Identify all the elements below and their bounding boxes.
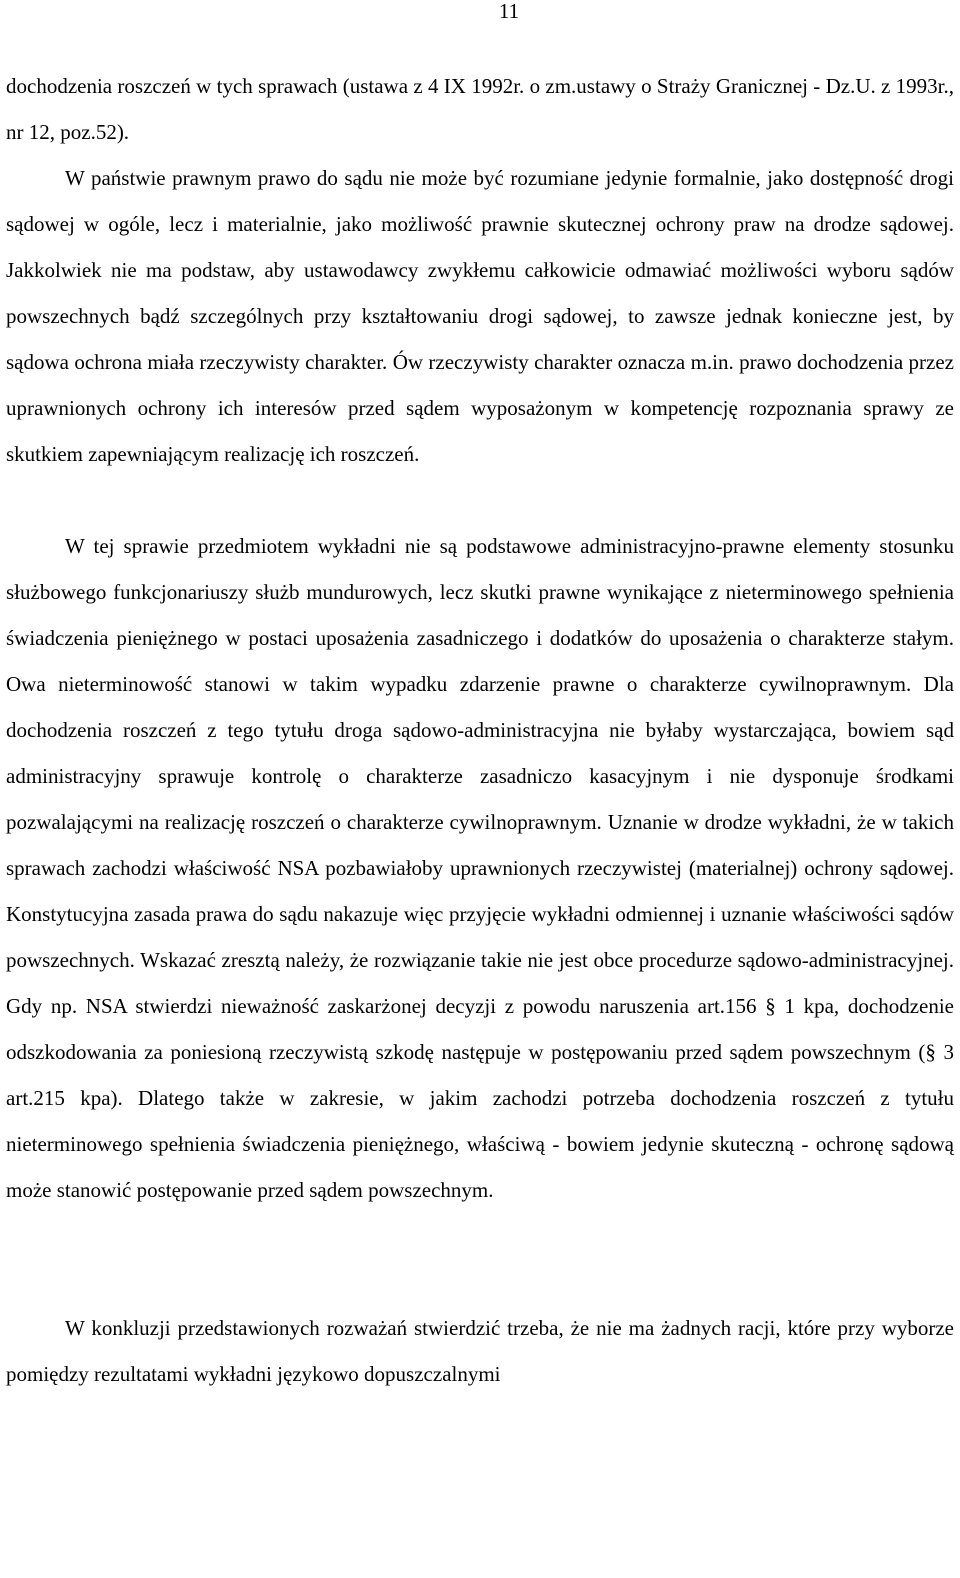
- page-number: 11: [498, 0, 520, 23]
- paragraph-right-to-court: W państwie prawnym prawo do sądu nie może być rozumiane jedynie formalnie, jako dostępność drogi sądowej w ogóle, lecz i materialnie, jako możliwość prawnie skutecznej ochrony praw na drodze sądowej. Jakkolwiek nie ma podstaw, aby ustawodawcy zwykłemu całkowicie odmawiać możliwości wyboru sądów powszechnych bądź szczególnych przy kształtowaniu drogi sądowej, to zawsze jednak konieczne jest, by sądowa ochrona miała rzeczywisty charakter. Ów rzeczywisty charakter oznacza m.in. prawo dochodzenia przez uprawnionych ochrony ich interesów przed sądem wyposażonym w kompetencję rozpoznania sprawy ze skutkiem zapewniającym realizację ich roszczeń.: [6, 166, 954, 466]
- paragraph-continuation: dochodzenia roszczeń w tych sprawach (ustawa z 4 IX 1992r. o zm.ustawy o Straży Granicznej - Dz.U. z 1993r., nr 12, poz.52).: [6, 74, 954, 144]
- paragraph-spacer: [6, 1213, 954, 1305]
- paragraph-spacer: [6, 477, 954, 523]
- paragraph-conclusion: W konkluzji przedstawionych rozważań stwierdzić trzeba, że nie ma żadnych racji, które przy wyborze pomiędzy rezultatami wykładni językowo dopuszczalnymi: [6, 1316, 954, 1386]
- paragraph-interpretation: W tej sprawie przedmiotem wykładni nie są podstawowe administracyjno-prawne elementy stosunku służbowego funkcjonariuszy służb mundurowych, lecz skutki prawne wynikające z nieterminowego spełnienia świadczenia pieniężnego w postaci uposażenia zasadniczego i dodatków do uposażenia o charakterze stałym. Owa nieterminowość stanowi w takim wypadku zdarzenie prawne o charakterze cywilnoprawnym. Dla dochodzenia roszczeń z tego tytułu droga sądowo-administracyjna nie byłaby wystarczająca, bowiem sąd administracyjny sprawuje kontrolę o charakterze zasadniczo kasacyjnym i nie dysponuje środkami pozwalającymi na realizację roszczeń o charakterze cywilnoprawnym. Uznanie w drodze wykładni, że w takich sprawach zachodzi właściwość NSA pozbawiałoby uprawnionych rzeczywistej (materialnej) ochrony sądowej. Konstytucyjna zasada prawa do sądu nakazuje więc przyjęcie wykładni odmiennej i uznanie właściwości sądów powszechnych. Wskazać zresztą należy, że rozwiązanie takie nie jest obce procedurze sądowo-administracyjnej. Gdy np. NSA stwierdzi nieważność zaskarżonej decyzji z powodu naruszenia art.156 § 1 kpa, dochodzenie odszkodowania za poniesioną rzeczywistą szkodę następuje w postępowaniu przed sądem powszechnym (§ 3 art.215 kpa). Dlatego także w zakresie, w jakim zachodzi potrzeba dochodzenia roszczeń z tytułu nieterminowego spełnienia świadczenia pieniężnego, właściwą - bowiem jedynie skuteczną - ochronę sądową może stanowić postępowanie przed sądem powszechnym.: [6, 534, 954, 1202]
- document-body: [6, 63, 954, 1397]
